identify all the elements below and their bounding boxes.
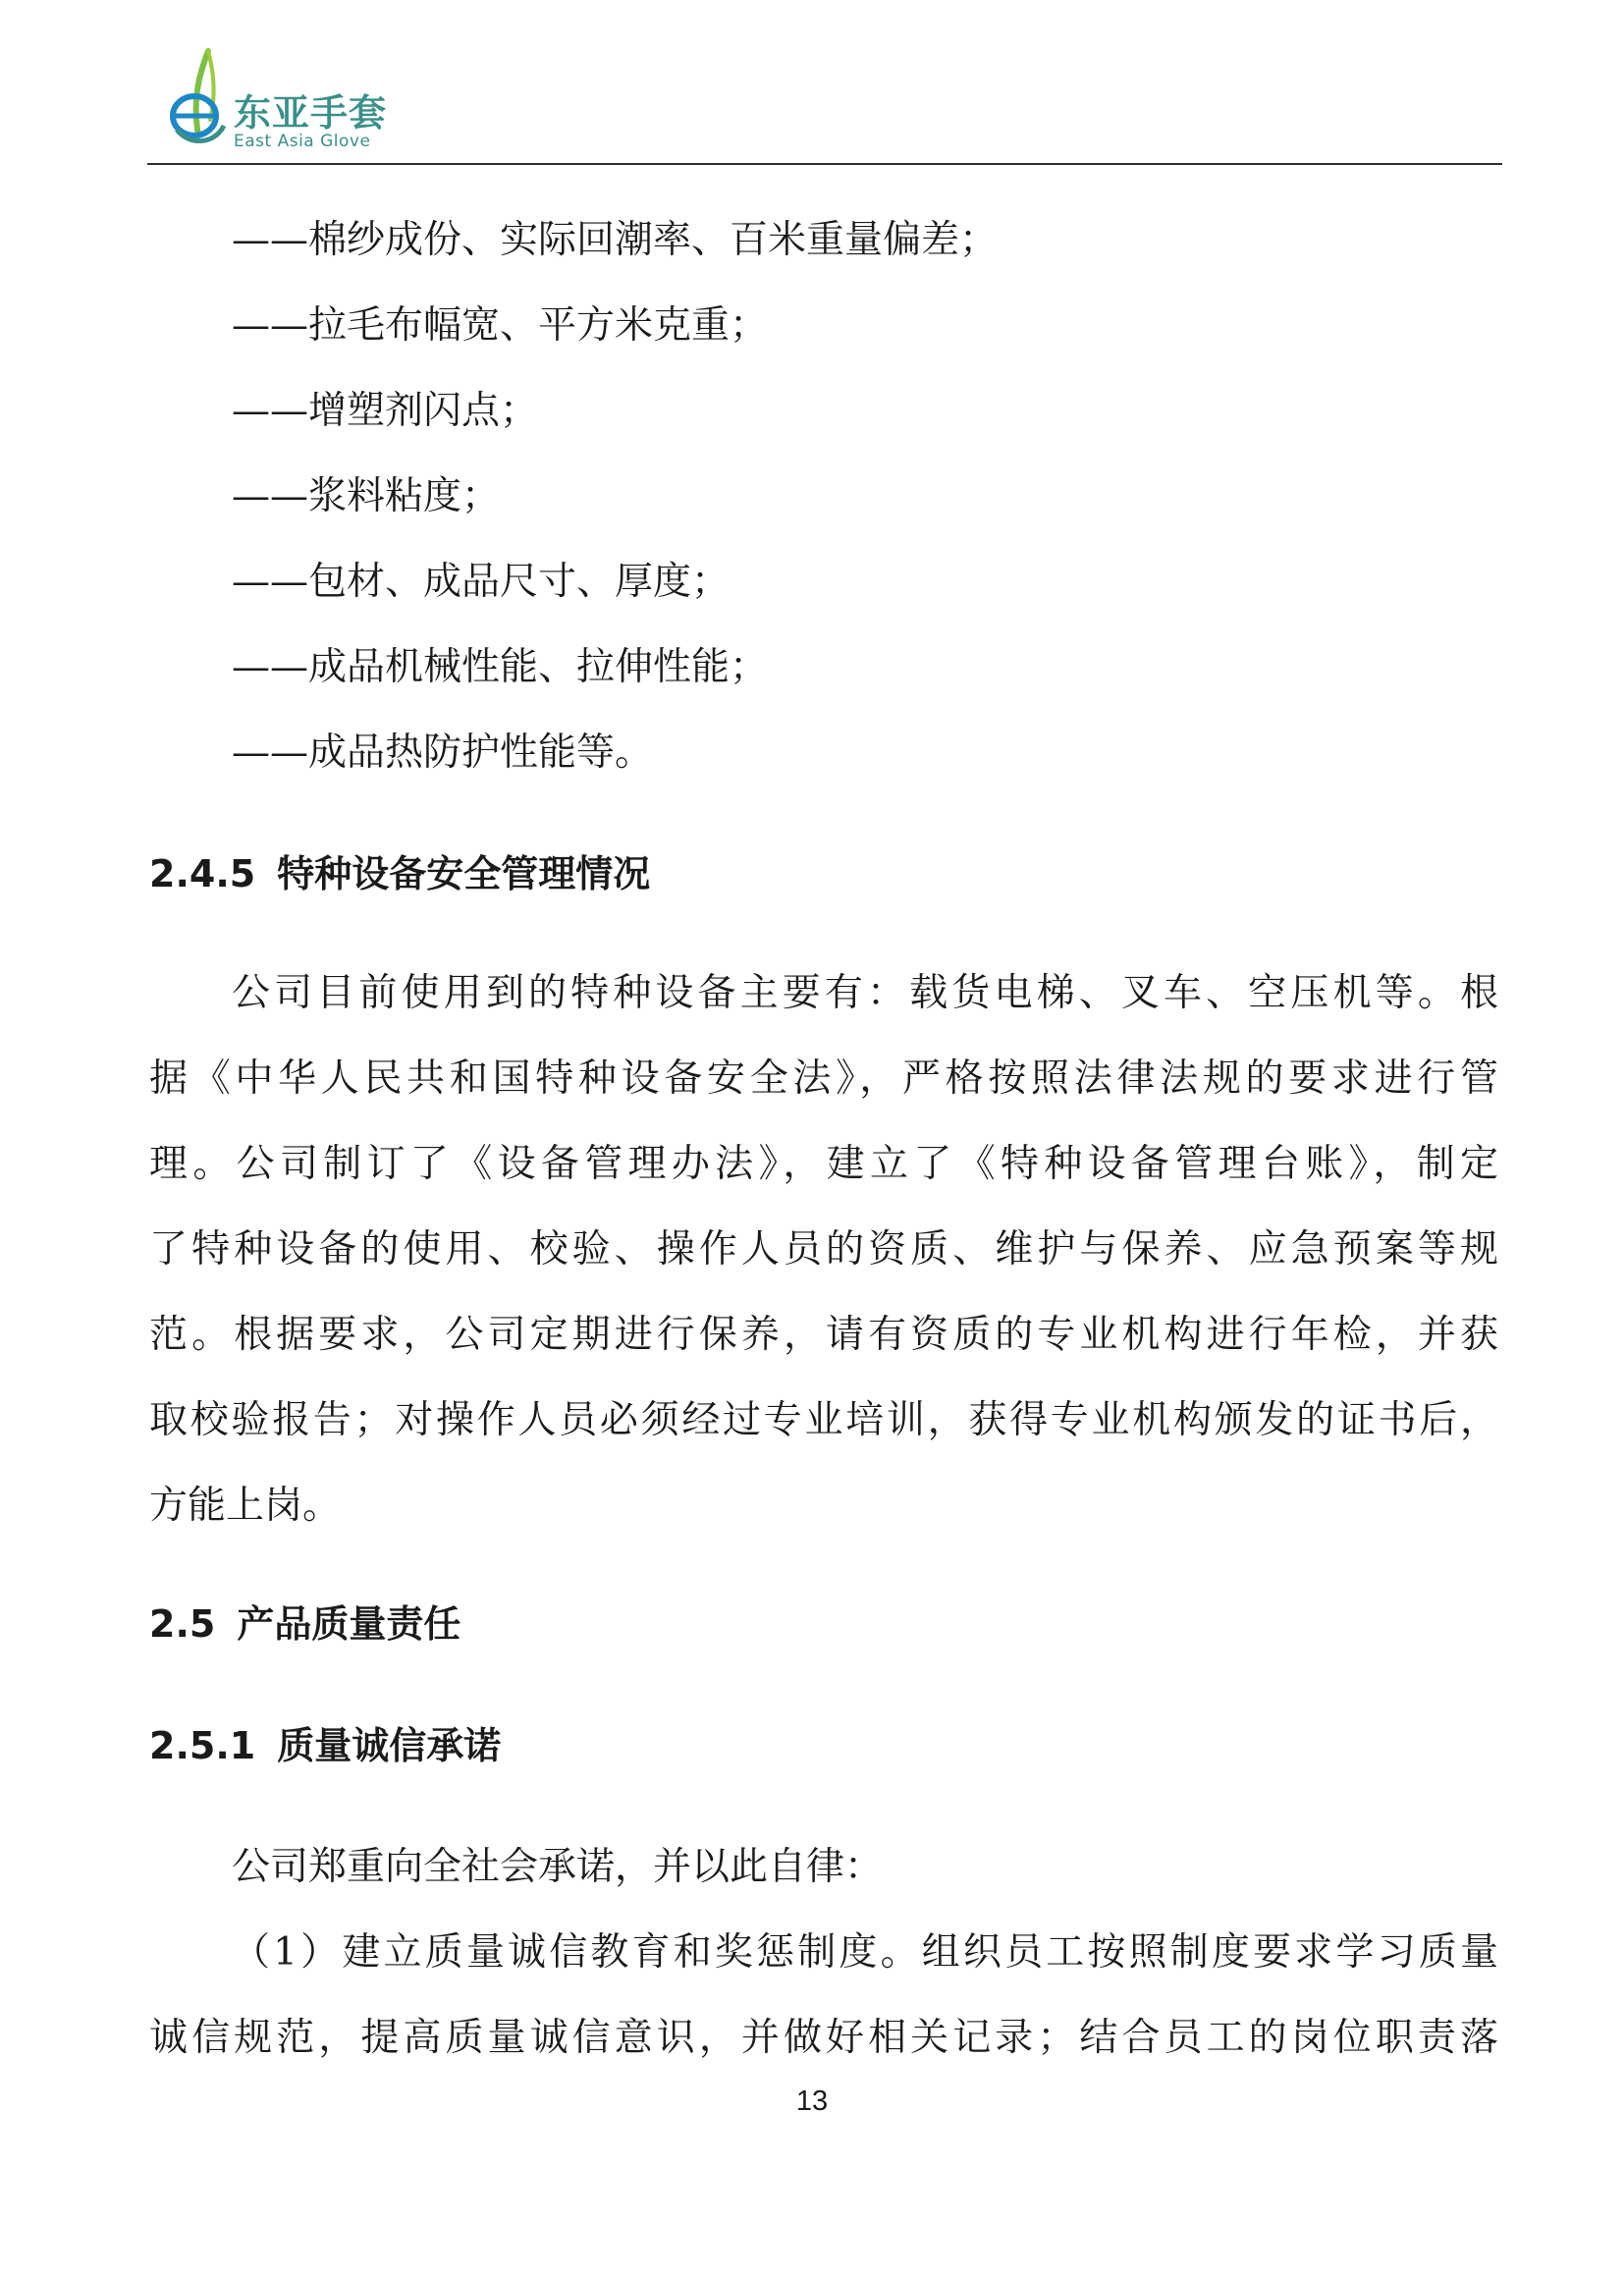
- list-item: ——成品热防护性能等。: [232, 731, 654, 775]
- section-title: 产品质量责任: [237, 1602, 461, 1646]
- paragraph-line: 取校验报告；对操作人员必须经过专业培训，获得专业机构颁发的证书后，: [149, 1398, 1498, 1442]
- page-number: 13: [795, 2085, 829, 2117]
- paragraph-line: 理。公司制订了《设备管理办法》，建立了《特种设备管理台账》，制定: [149, 1142, 1498, 1186]
- section-number: 2.5: [149, 1602, 216, 1646]
- paragraph-line: 公司郑重向全社会承诺，并以此自律：: [232, 1845, 884, 1889]
- list-item: ——拉毛布幅宽、平方米克重；: [232, 303, 769, 348]
- section-heading-2-5: [149, 1602, 460, 1646]
- page-header: [147, 39, 1502, 167]
- list-item: ——包材、成品尺寸、厚度；: [232, 560, 731, 604]
- paragraph-line: 据《中华人民共和国特种设备安全法》，严格按照法律法规的要求进行管: [149, 1056, 1498, 1101]
- section-title: 质量诚信承诺: [277, 1724, 502, 1767]
- section-number: 2.5.1: [149, 1724, 256, 1767]
- section-heading-2-4-5: [149, 852, 650, 895]
- paragraph-line: 方能上岗。: [149, 1484, 342, 1528]
- list-item: ——浆料粘度；: [232, 474, 501, 518]
- list-item: ——成品机械性能、拉伸性能；: [232, 645, 769, 689]
- section-number: 2.4.5: [149, 852, 256, 895]
- paragraph-line: 范。根据要求，公司定期进行保养，请有资质的专业机构进行年检，并获: [149, 1313, 1498, 1357]
- paragraph-line: 公司目前使用到的特种设备主要有：载货电梯、叉车、空压机等。根: [232, 971, 1498, 1015]
- paragraph-line: 诚信规范，提高质量诚信意识，并做好相关记录；结合员工的岗位职责落: [149, 2016, 1498, 2060]
- paragraph-line: 了特种设备的使用、校验、操作人员的资质、维护与保养、应急预案等规: [149, 1227, 1498, 1272]
- list-item: ——棉纱成份、实际回潮率、百米重量偏差；: [232, 218, 999, 262]
- paragraph-line: （1）建立质量诚信教育和奖惩制度。组织员工按照制度要求学习质量: [232, 1930, 1498, 1975]
- section-heading-2-5-1: [149, 1724, 501, 1767]
- header-divider: [147, 163, 1502, 165]
- logo-text-chinese: 东亚手套: [234, 91, 388, 135]
- list-item: ——增塑剂闪点；: [232, 389, 539, 433]
- section-title: 特种设备安全管理情况: [277, 852, 651, 895]
- logo-text-english: East Asia Glove: [234, 132, 371, 151]
